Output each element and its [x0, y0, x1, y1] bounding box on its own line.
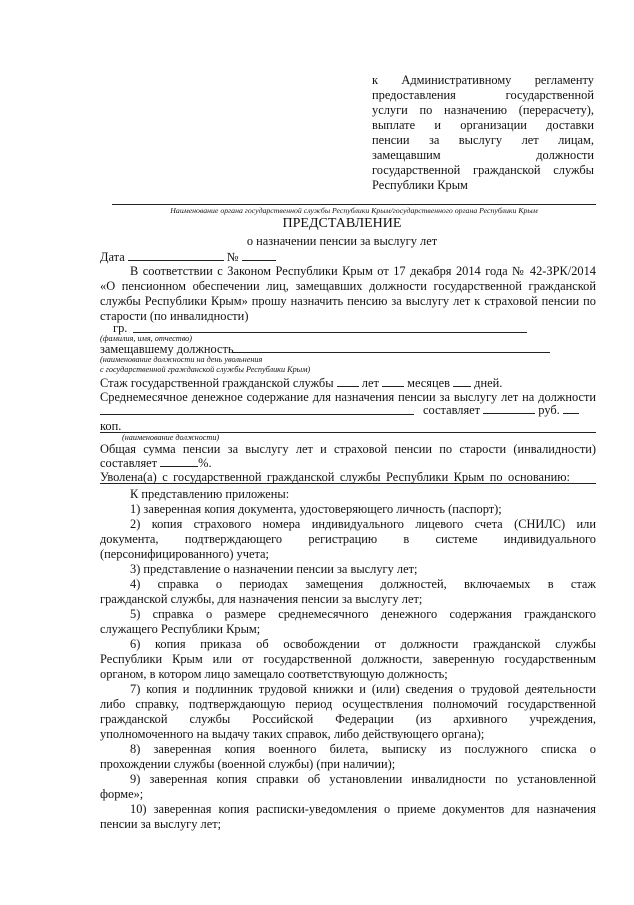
- attachment-item-cont: гражданской службы Российской Федерации (из архивного учреждения,: [100, 712, 596, 726]
- caption-fio: (фамилия, имя, отчество): [100, 334, 192, 343]
- salary-rub-label: руб.: [538, 403, 560, 417]
- attachment-item: 5) справка о размере среднемесячного денежного содержания гражданского: [130, 607, 596, 621]
- number-field[interactable]: [242, 250, 276, 261]
- header-line: услуги по назначению (перерасчету),: [372, 103, 594, 117]
- attachment-item-cont: органом, в котором лицо замещало соответствующую должность;: [100, 667, 448, 681]
- salary-amount-label: составляет: [423, 403, 481, 417]
- salary-kop-label: коп.: [100, 419, 122, 433]
- header-line: замещавшим должности: [372, 148, 594, 162]
- service-months-field[interactable]: [382, 376, 404, 387]
- fio-field[interactable]: [133, 332, 527, 333]
- position-field[interactable]: [232, 352, 550, 353]
- service-row: [100, 376, 502, 391]
- intro-line: службы Республики Крым» прошу назначить пенсию за выслугу лет к страховой пенсии по: [100, 294, 596, 308]
- attachment-item: 3) представление о назначении пенсии за выслугу лет;: [130, 562, 418, 576]
- attachments-intro: К представлению приложены:: [130, 487, 290, 501]
- attachment-item: 2) копия страхового номера индивидуального лицевого счета (СНИЛС) или: [130, 517, 596, 531]
- number-label: №: [226, 250, 239, 264]
- header-line: пенсии за выслугу лет лицам,: [372, 133, 594, 147]
- dismissed-field[interactable]: [100, 483, 596, 484]
- service-years-label: лет: [361, 376, 379, 390]
- attachment-item: 9) заверенная копия справки об установлении инвалидности по установленной: [130, 772, 596, 786]
- attachment-item: 10) заверенная копия расписки-уведомления о приеме документов для назначения: [130, 802, 596, 816]
- org-caption: Наименование органа государственной службы Республики Крым/государственного органа Республики Крым: [170, 206, 538, 215]
- attachment-item: 8) заверенная копия военного билета, выписку из послужного списка о: [130, 742, 596, 756]
- date-label: Дата: [100, 250, 125, 264]
- header-line: Республики Крым: [372, 178, 468, 192]
- total-unit: %.: [198, 456, 212, 470]
- intro-line: «О пенсионном обеспечении лиц, замещавших должности государственной гражданской: [100, 279, 596, 293]
- attachment-item: 1) заверенная копия документа, удостоверяющего личность (паспорт);: [130, 502, 502, 516]
- intro-line: В соответствии с Законом Республики Крым от 17 декабря 2014 года № 42-ЗРК/2014: [130, 264, 596, 278]
- header-line: выплате и организации доставки: [372, 118, 594, 132]
- date-number-row: [100, 250, 276, 265]
- service-label: Стаж государственной гражданской службы: [100, 376, 334, 390]
- salary-position-field[interactable]: [100, 414, 414, 415]
- attachment-item: 4) справка о периодах замещения должностей, включаемых в стаж: [130, 577, 596, 591]
- header-line: к Административному регламенту: [372, 73, 594, 87]
- intro-line: старости (по инвалидности): [100, 309, 249, 323]
- attachment-item-cont: (персонифицированного) учета;: [100, 547, 269, 561]
- header-line: государственной гражданской службы: [372, 163, 594, 177]
- attachment-item-cont: гражданской службы, для назначения пенсии за выслугу лет;: [100, 592, 423, 606]
- position-label: замещавшему должность: [100, 342, 234, 356]
- total-label: составляет: [100, 456, 158, 470]
- org-name-line: [112, 204, 596, 205]
- page-title: ПРЕДСТАВЛЕНИЕ: [282, 216, 402, 231]
- salary-rub-field[interactable]: [483, 403, 535, 414]
- attachment-item-cont: форме»;: [100, 787, 144, 801]
- attachment-item: 7) копия и подлинник трудовой книжки и (или) сведения о трудовой деятельности: [130, 682, 596, 696]
- attachment-item-cont: служащего Республики Крым;: [100, 622, 261, 636]
- caption-position-2: с государственной гражданской службы Республики Крым): [100, 365, 311, 374]
- attachment-item-cont: либо справку, подтверждающую период осуществления полномочий государственной: [100, 697, 596, 711]
- caption-position-1: (наименование должности на день увольнения: [100, 355, 263, 364]
- service-years-field[interactable]: [337, 376, 359, 387]
- service-days-field[interactable]: [453, 376, 471, 387]
- attachment-item-cont: пенсии за выслугу лет;: [100, 817, 222, 831]
- total-line: Общая сумма пенсии за выслугу лет и страховой пенсии по старости (инвалидности): [100, 442, 596, 456]
- attachment-item-cont: документа, подтверждающего регистрацию в системе индивидуального: [100, 532, 596, 546]
- caption-position-name: (наименование должности): [122, 433, 220, 442]
- service-days-label: дней.: [474, 376, 503, 390]
- attachment-item-cont: Республики Крым или от государственной должности, заверенную государственным: [100, 652, 596, 666]
- service-months-label: месяцев: [407, 376, 450, 390]
- attachment-item-cont: уполномоченного на выдачу таких справок, либо действующего органа);: [100, 727, 485, 741]
- salary-amount-row: [423, 403, 579, 418]
- salary-kop-field[interactable]: [563, 403, 579, 414]
- header-line: предоставления государственной: [372, 88, 594, 102]
- total-percent-field[interactable]: [160, 456, 198, 467]
- gr-label: гр.: [113, 321, 128, 335]
- attachment-item-cont: прохождении службы (военной службы) (при наличии);: [100, 757, 396, 771]
- total-row: [100, 456, 212, 471]
- page-subtitle: о назначении пенсии за выслугу лет: [246, 234, 438, 248]
- dismissed-line: Уволена(а) с государственной гражданской службы Республики Крым по основанию:: [100, 470, 570, 484]
- attachment-item: 6) копия приказа об освобождении от должности гражданской службы: [130, 637, 596, 651]
- date-field[interactable]: [128, 250, 224, 261]
- salary-line: Среднемесячное денежное содержание для назначения пенсии за выслугу лет на должности: [100, 390, 596, 404]
